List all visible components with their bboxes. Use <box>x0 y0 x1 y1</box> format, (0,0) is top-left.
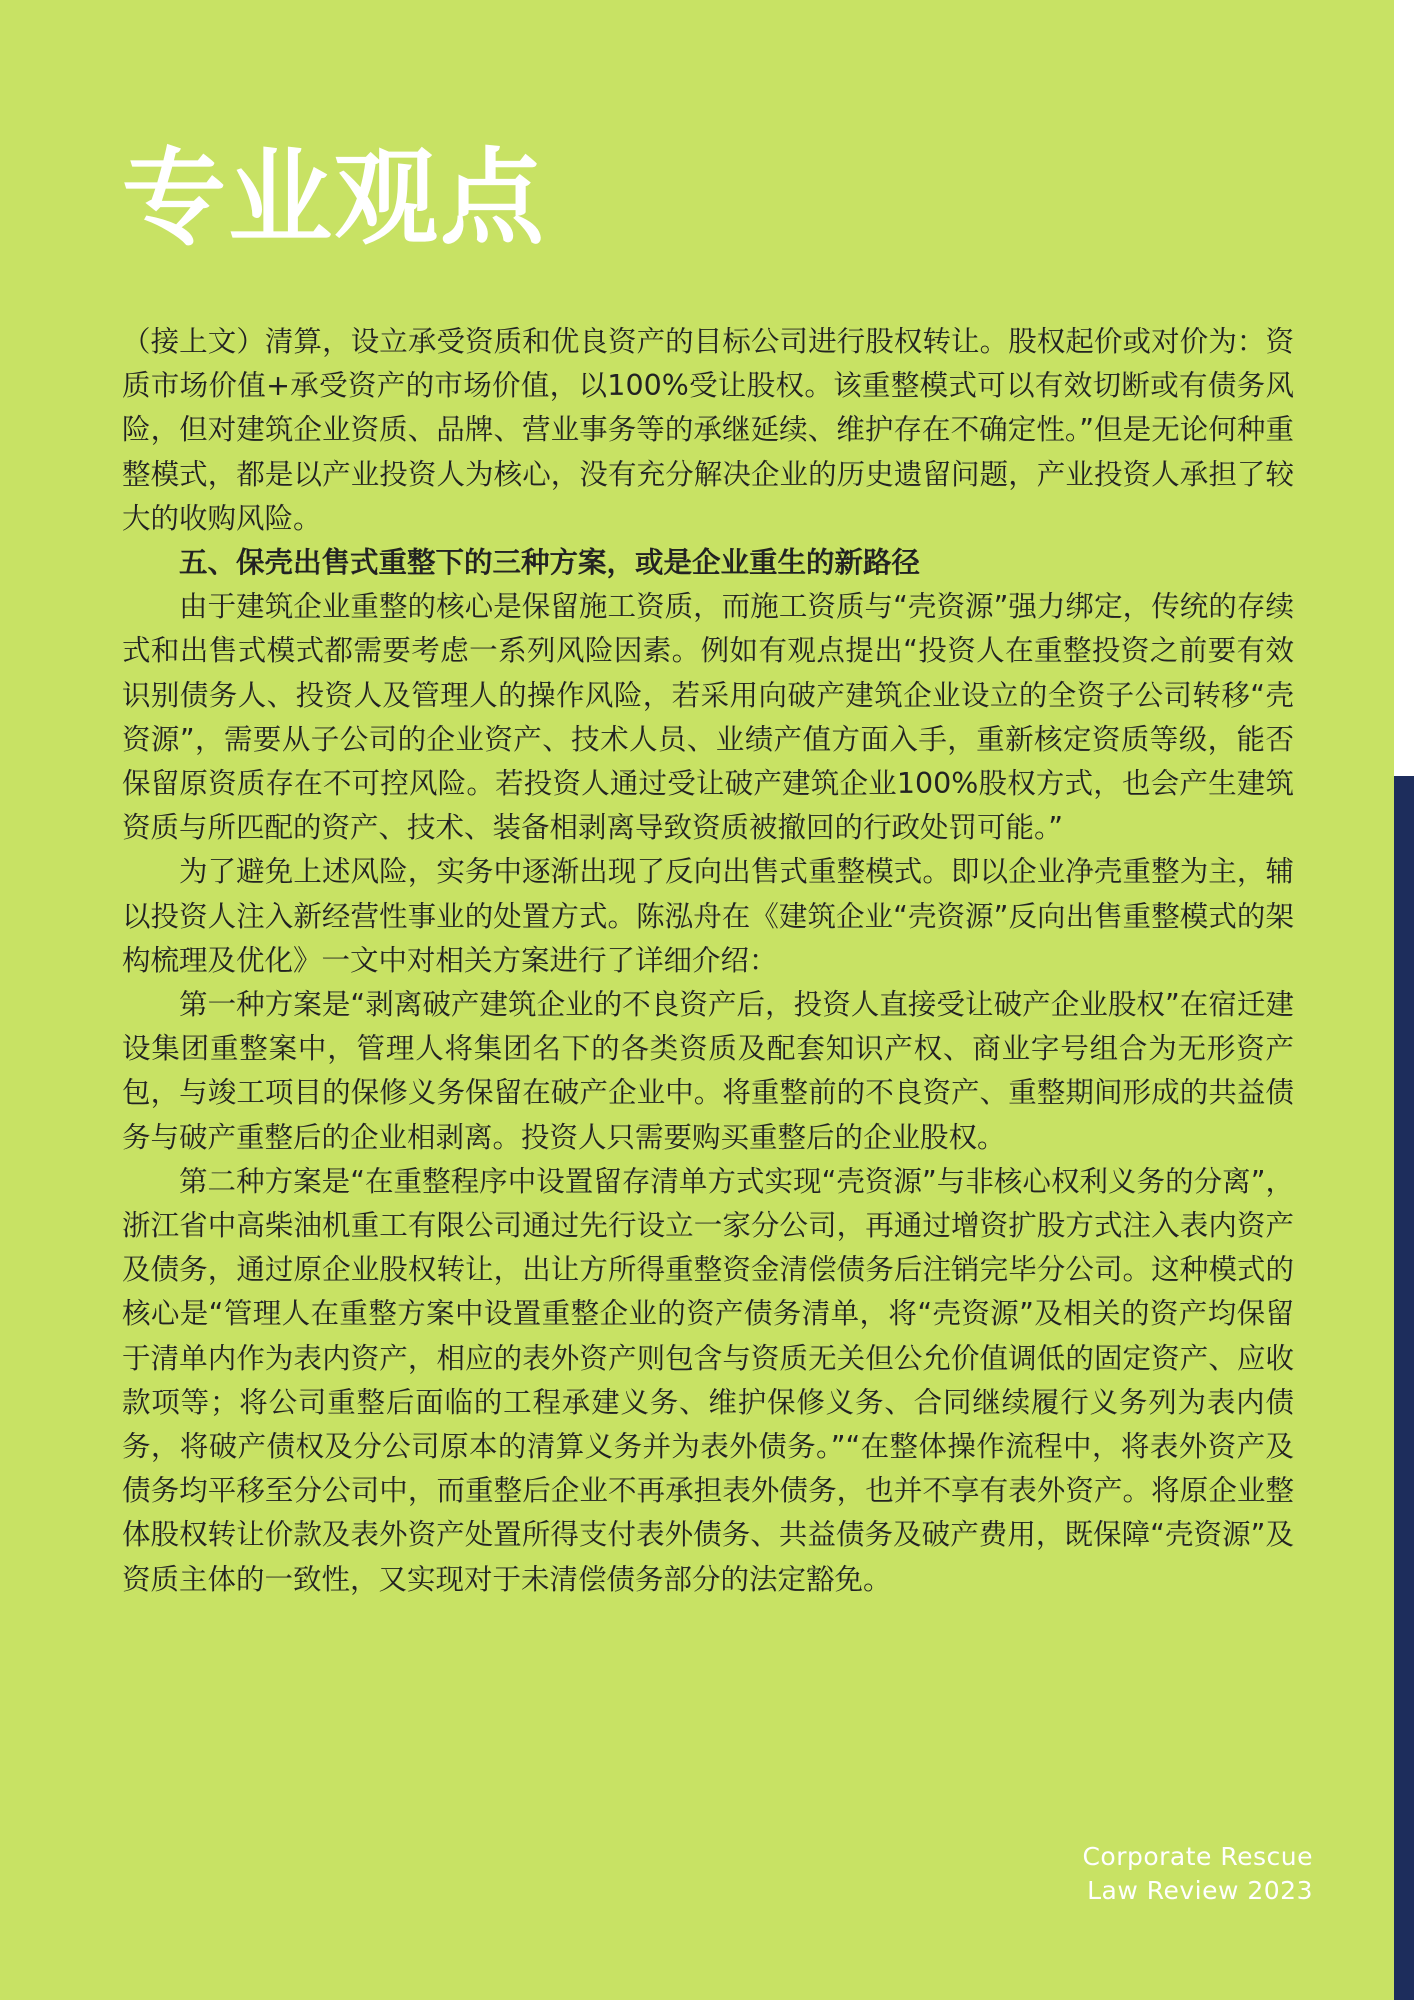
right-edge-navy-strip <box>1394 776 1414 2000</box>
footer-publication <box>1082 1840 1313 1908</box>
footer-line-1: Corporate Rescue <box>1082 1842 1313 1871</box>
paragraph-continued: （接上文）清算，设立承受资质和优良资产的目标公司进行股权转让。股权起价或对价为：资质市场价值+承受资产的市场价值，以100%受让股权。该重整模式可以有效切断或有债务风险，但对建筑企业资质、品牌、营业事务等的承继延续、维护存在不确定性。”但是无论何种重整模式，都是以产业投资人为核心，没有充分解决企业的历史遗留问题，产业投资人承担了较大的收购风险。 <box>122 325 1294 535</box>
footer-line-2: Law Review 2023 <box>1087 1876 1313 1905</box>
article-body <box>122 320 1294 1602</box>
paragraph-plan-two: 第二种方案是“在重整程序中设置留存清单方式实现“壳资源”与非核心权利义务的分离”，浙江省中高柴油机重工有限公司通过先行设立一家分公司，再通过增资扩股方式注入表内资产及债务，通过原企业股权转让，出让方所得重整资金清偿债务后注销完毕分公司。这种模式的核心是“管理人在重整方案中设置重整企业的资产债务清单，将“壳资源”及相关的资产均保留于清单内作为表内资产，相应的表外资产则包含与资质无关但公允价值调低的固定资产、应收款项等；将公司重整后面临的工程承建义务、维护保修义务、合同继续履行义务列为表内债务，将破产债权及分公司原本的清算义务并为表外债务。”“在整体操作流程中，将表外资产及债务均平移至分公司中，而重整后企业不再承担表外债务，也并不享有表外资产。将原企业整体股权转让价款及表外资产处置所得支付表外债务、共益债务及破产费用，既保障“壳资源”及资质主体的一致性，又实现对于未清偿债务部分的法定豁免。 <box>122 1164 1294 1596</box>
paragraph-risk-factors: 由于建筑企业重整的核心是保留施工资质，而施工资质与“壳资源”强力绑定，传统的存续式和出售式模式都需要考虑一系列风险因素。例如有观点提出“投资人在重整投资之前要有效识别债务人、投资人及管理人的操作风险，若采用向破产建筑企业设立的全资子公司转移“壳资源”，需要从子公司的企业资产、技术人员、业绩产值方面入手，重新核定资质等级，能否保留原资质存在不可控风险。若投资人通过受让破产建筑企业100%股权方式，也会产生建筑资质与所匹配的资产、技术、装备相剥离导致资质被撤回的行政处罚可能。” <box>122 590 1294 845</box>
paragraph-reverse-sale: 为了避免上述风险，实务中逐渐出现了反向出售式重整模式。即以企业净壳重整为主，辅以投资人注入新经营性事业的处置方式。陈泓舟在《建筑企业“壳资源”反向出售重整模式的架构梳理及优化》一文中对相关方案进行了详细介绍： <box>122 855 1294 977</box>
right-edge-white-strip <box>1394 0 1414 776</box>
paragraph-plan-one: 第一种方案是“剥离破产建筑企业的不良资产后，投资人直接受让破产企业股权”在宿迁建设集团重整案中，管理人将集团名下的各类资质及配套知识产权、商业字号组合为无形资产包，与竣工项目的保修义务保留在破产企业中。将重整前的不良资产、重整期间形成的共益债务与破产重整后的企业相剥离。投资人只需要购买重整后的企业股权。 <box>122 988 1294 1154</box>
section-heading: 五、保壳出售式重整下的三种方案，或是企业重生的新路径 <box>179 546 921 580</box>
page-title: 专业观点 <box>122 137 547 259</box>
